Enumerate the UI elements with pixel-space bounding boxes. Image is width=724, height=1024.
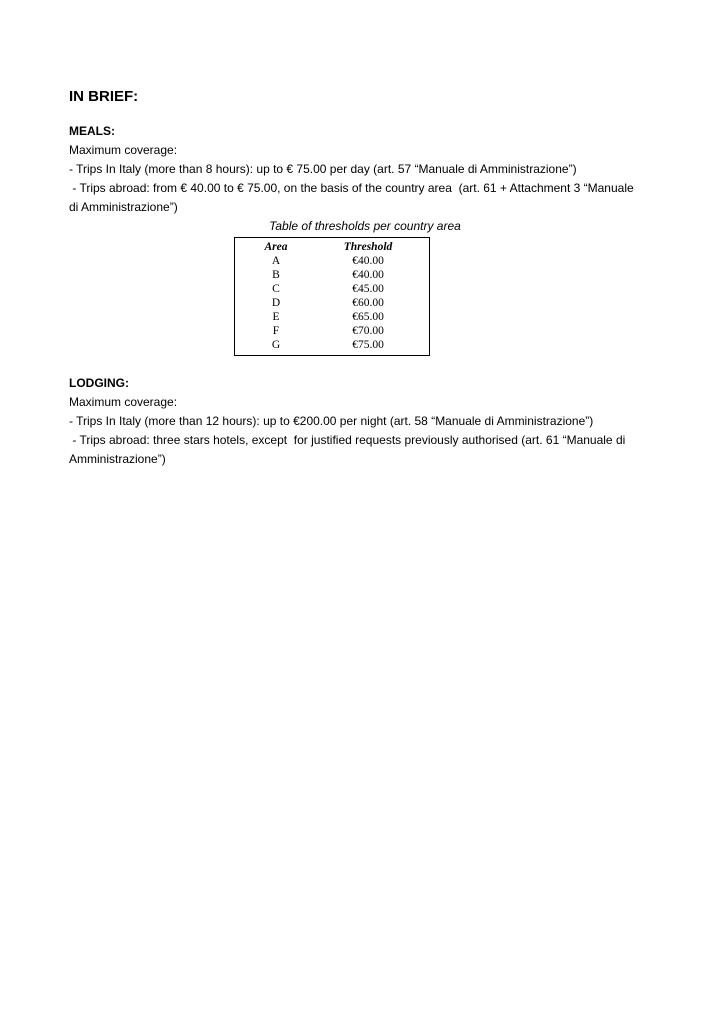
meals-coverage-label: Maximum coverage: <box>69 143 178 157</box>
table-row <box>235 268 429 282</box>
table-row <box>235 324 429 338</box>
meals-abroad-text-2: di Amministrazione”) <box>69 200 178 214</box>
thresholds-table <box>234 237 430 356</box>
table-cell-threshold: €60.00 <box>352 297 384 309</box>
page-title: IN BRIEF: <box>69 88 139 105</box>
table-cell-threshold: €75.00 <box>352 339 384 351</box>
lodging-italy-text: - Trips In Italy (more than 12 hours): up to €200.00 per night (art. 58 “Manuale di Amministrazione”) <box>69 414 594 428</box>
meals-abroad-text-1: - Trips abroad: from € 40.00 to € 75.00, on the basis of the country area (art. 61 + Attachment 3 “Manuale <box>69 181 634 195</box>
table-cell-threshold: €65.00 <box>352 311 384 323</box>
table-cell-area: G <box>271 339 281 351</box>
table-cell-area: D <box>271 297 281 309</box>
table-cell-area: F <box>272 325 280 337</box>
table-cell-threshold: €70.00 <box>352 325 384 337</box>
document-page <box>69 86 669 469</box>
meals-italy-text: - Trips In Italy (more than 8 hours): up to € 75.00 per day (art. 57 “Manuale di Amministrazione”) <box>69 162 577 176</box>
table-row <box>235 310 429 324</box>
table-row <box>235 282 429 296</box>
table-cell-threshold: €40.00 <box>352 255 384 267</box>
table-cell-threshold: €45.00 <box>352 283 384 295</box>
lodging-section <box>69 374 669 469</box>
table-row <box>235 254 429 268</box>
table-cell-area: A <box>271 255 281 267</box>
meals-section <box>69 122 669 217</box>
table-row <box>235 296 429 310</box>
table-cell-area: B <box>272 269 280 281</box>
table-cell-threshold: €40.00 <box>352 269 384 281</box>
lodging-abroad-text-2: Amministrazione”) <box>69 452 166 466</box>
table-header-threshold: Threshold <box>343 241 393 253</box>
table-caption: Table of thresholds per country area <box>269 219 461 233</box>
lodging-abroad-text-1: - Trips abroad: three stars hotels, except for justified requests previously authorised (art. 61 “Manuale di <box>69 433 626 447</box>
spacer <box>69 356 669 374</box>
table-header-row <box>235 240 429 254</box>
meals-heading: MEALS: <box>69 124 115 138</box>
table-cell-area: C <box>272 283 280 295</box>
table-header-area: Area <box>264 241 288 253</box>
lodging-coverage-label: Maximum coverage: <box>69 395 178 409</box>
table-cell-area: E <box>272 311 280 323</box>
lodging-heading: LODGING: <box>69 376 129 390</box>
table-row <box>235 338 429 352</box>
